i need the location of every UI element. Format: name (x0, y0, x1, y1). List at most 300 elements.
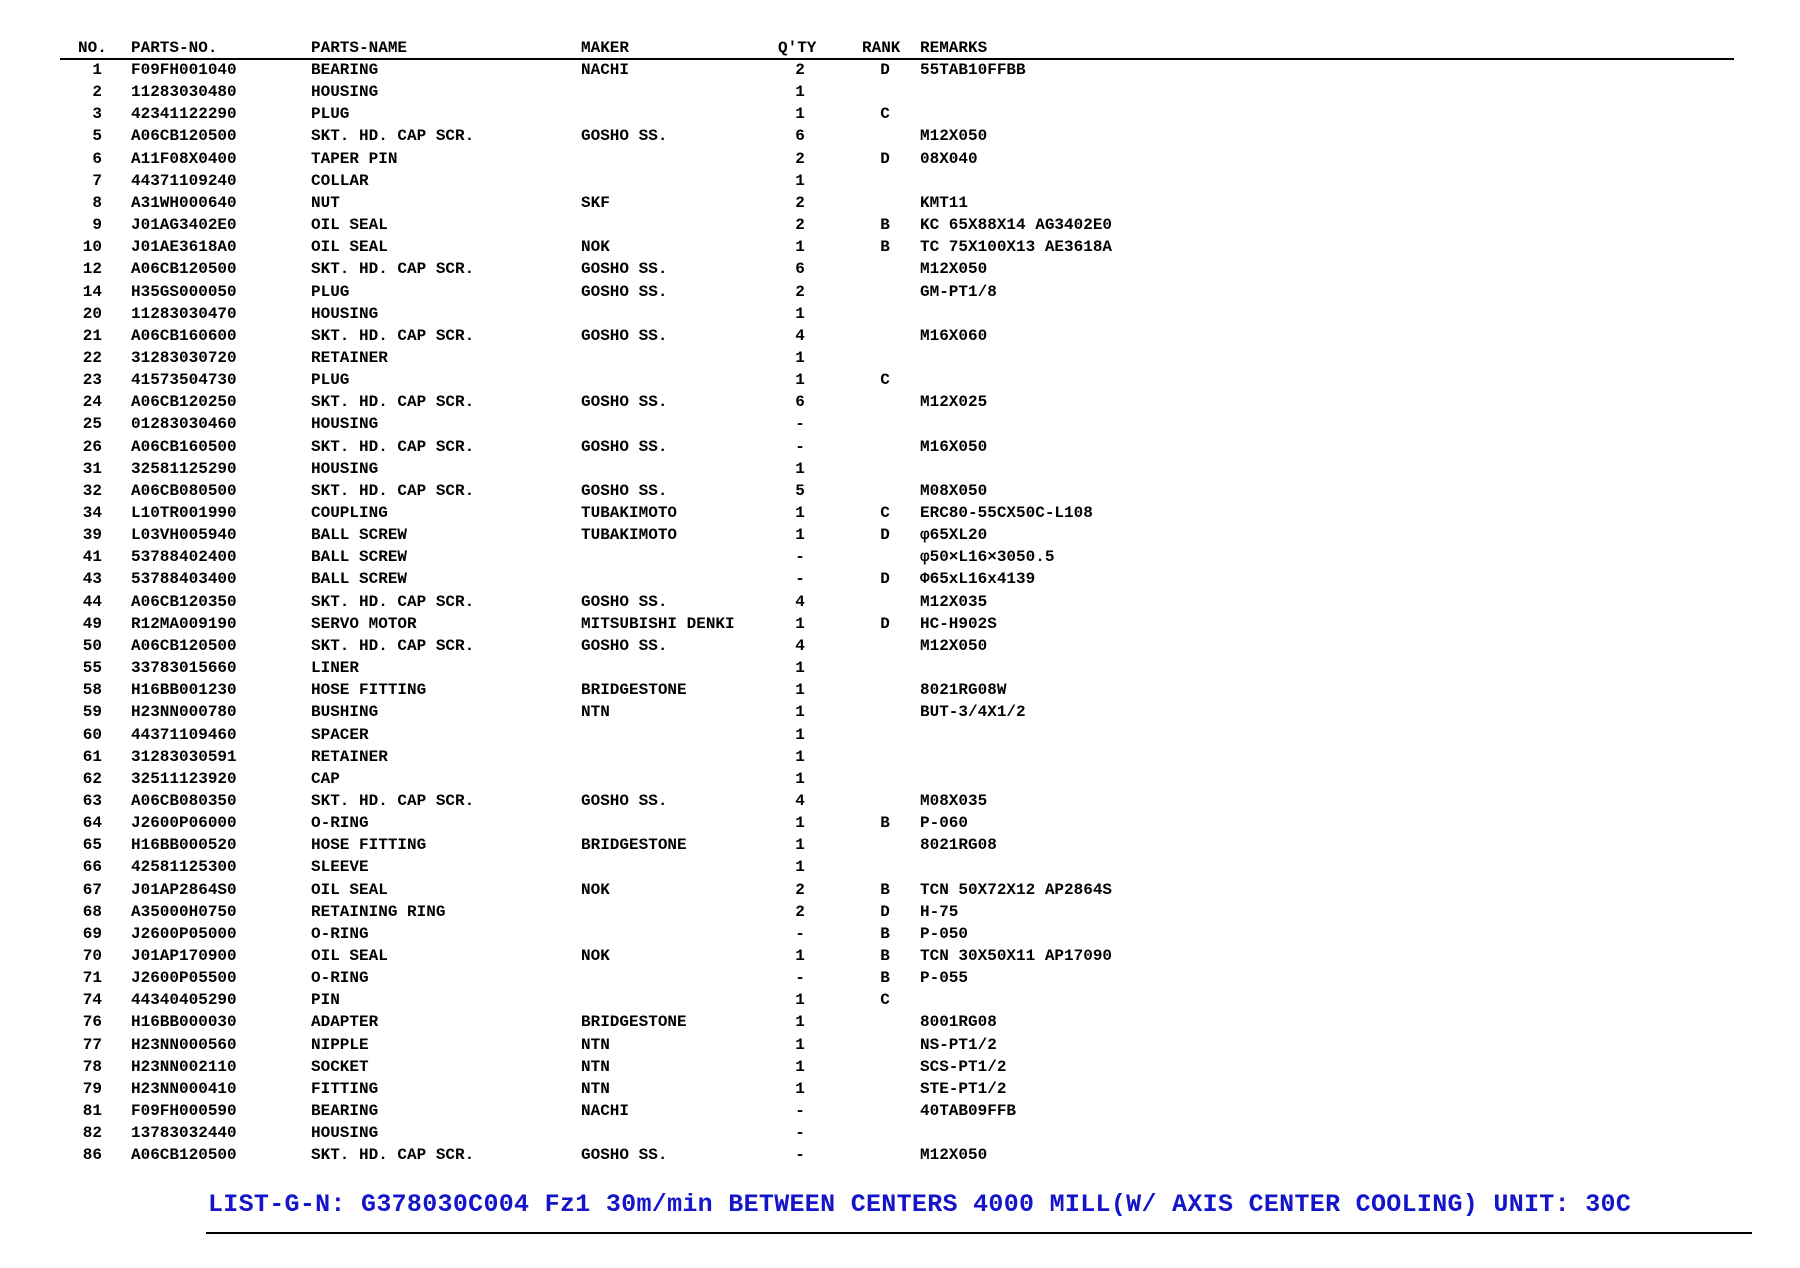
row-parts-name: BUSHING (311, 703, 379, 722)
row-remarks: NS-PT1/2 (920, 1035, 997, 1054)
row-remarks: BUT-3/4X1/2 (920, 703, 1026, 722)
row-no: 2 (92, 83, 102, 102)
row-qty: 2 (795, 902, 805, 921)
row-maker: BRIDGESTONE (581, 681, 687, 700)
row-no: 25 (82, 415, 102, 434)
table-row (0, 524, 1800, 546)
row-no: 61 (82, 747, 102, 766)
table-row (0, 546, 1800, 568)
row-maker: NTN (581, 1035, 610, 1054)
row-parts-name: OIL SEAL (311, 947, 388, 965)
row-parts-no: 44340405290 (131, 991, 237, 1010)
row-maker: GOSHO SS. (581, 592, 668, 611)
row-parts-no: J2600P06000 (131, 814, 237, 833)
table-row (0, 1011, 1800, 1033)
row-parts-name: ADAPTER (311, 1013, 379, 1032)
row-parts-no: H23NN002110 (131, 1057, 237, 1076)
row-rank: B (880, 238, 890, 257)
row-no: 14 (82, 282, 102, 301)
row-qty: 1 (795, 814, 805, 833)
row-remarks: φ65XL20 (920, 526, 988, 545)
row-maker: NACHI (581, 1102, 630, 1121)
table-row (0, 103, 1800, 125)
row-qty: 1 (795, 171, 805, 190)
row-remarks: M08X035 (920, 791, 988, 810)
table-row (0, 701, 1800, 723)
row-remarks: TC 75X100X13 AE3618A (920, 238, 1113, 257)
row-parts-name: TAPER PIN (311, 149, 398, 168)
row-remarks: H-75 (920, 902, 959, 921)
table-row (0, 480, 1800, 502)
table-row (0, 746, 1800, 768)
row-parts-name: BALL SCREW (311, 548, 408, 567)
row-qty: 2 (795, 149, 805, 168)
row-qty: 2 (795, 880, 805, 899)
row-qty: 1 (795, 614, 805, 633)
row-remarks: M12X050 (920, 127, 988, 146)
row-parts-name: PLUG (311, 371, 350, 390)
row-parts-no: J01AP170900 (131, 947, 237, 965)
row-parts-no: 33783015660 (131, 659, 237, 678)
row-parts-name: BALL SCREW (311, 526, 408, 545)
row-parts-no: A06CB120500 (131, 1146, 237, 1165)
row-qty: 5 (795, 481, 805, 500)
row-rank: D (880, 526, 890, 545)
row-rank: B (880, 947, 890, 965)
row-rank: B (880, 216, 890, 235)
row-remarks: HC-H902S (920, 614, 997, 633)
row-qty: 1 (795, 526, 805, 545)
row-parts-no: 53788402400 (131, 548, 237, 567)
header-maker: MAKER (581, 39, 630, 57)
row-parts-name: BEARING (311, 61, 379, 79)
header-no: NO. (78, 39, 107, 57)
row-remarks: M12X025 (920, 393, 988, 412)
row-qty: 1 (795, 459, 805, 478)
row-no: 71 (82, 969, 102, 988)
row-no: 68 (82, 902, 102, 921)
row-parts-name: COLLAR (311, 171, 369, 190)
row-parts-name: SKT. HD. CAP SCR. (311, 592, 475, 611)
row-parts-name: SKT. HD. CAP SCR. (311, 636, 475, 655)
row-maker: NTN (581, 1057, 610, 1076)
row-parts-no: 44371109460 (131, 725, 237, 744)
row-maker: GOSHO SS. (581, 393, 668, 412)
row-maker: GOSHO SS. (581, 481, 668, 500)
row-parts-name: O-RING (311, 814, 369, 833)
row-no: 58 (82, 681, 102, 700)
table-row (0, 790, 1800, 812)
row-maker: NACHI (581, 61, 630, 79)
table-row (0, 59, 1800, 81)
row-remarks: M08X050 (920, 481, 988, 500)
row-remarks: TCN 50X72X12 AP2864S (920, 880, 1113, 899)
row-qty: - (795, 969, 805, 988)
row-parts-name: HOUSING (311, 304, 379, 323)
list-title-footer: LIST-G-N: G378030C004 Fz1 30m/min BETWEEN CENTERS 4000 MILL(W/ AXIS CENTER COOLING) UNIT: 30C (208, 1190, 1632, 1219)
row-parts-no: 42341122290 (131, 105, 237, 124)
row-parts-no: 13783032440 (131, 1124, 237, 1143)
row-remarks: 8021RG08 (920, 836, 997, 855)
row-parts-no: A35000H0750 (131, 902, 237, 921)
row-parts-no: 01283030460 (131, 415, 237, 434)
row-qty: 1 (795, 947, 805, 965)
row-parts-no: A06CB120500 (131, 260, 237, 279)
row-parts-name: SERVO MOTOR (311, 614, 417, 633)
row-parts-no: A06CB120500 (131, 127, 237, 146)
row-parts-no: 11283030480 (131, 83, 237, 102)
row-remarks: 08X040 (920, 149, 978, 168)
row-no: 86 (82, 1146, 102, 1165)
row-remarks: KMT11 (920, 193, 969, 212)
table-row (0, 192, 1800, 214)
row-parts-no: H23NN000780 (131, 703, 237, 722)
row-parts-name: SOCKET (311, 1057, 369, 1076)
row-no: 34 (82, 504, 102, 522)
row-qty: 1 (795, 725, 805, 744)
row-maker: NOK (581, 947, 610, 965)
row-rank: B (880, 814, 890, 833)
row-remarks: φ50×L16×3050.5 (920, 548, 1055, 567)
row-no: 1 (92, 61, 102, 79)
row-no: 39 (82, 526, 102, 545)
row-qty: 1 (795, 83, 805, 102)
row-parts-no: H16BB000520 (131, 836, 237, 855)
row-parts-no: J2600P05500 (131, 969, 237, 988)
row-parts-no: J2600P05000 (131, 924, 237, 943)
row-parts-no: F09FH000590 (131, 1102, 237, 1121)
row-no: 64 (82, 814, 102, 833)
row-parts-no: A11F08X0400 (131, 149, 237, 168)
row-maker: SKF (581, 193, 610, 212)
row-remarks: 55TAB10FFBB (920, 61, 1026, 79)
table-row (0, 1078, 1800, 1100)
row-parts-no: A31WH000640 (131, 193, 237, 212)
footer-underline (206, 1232, 1752, 1234)
row-parts-no: 42581125300 (131, 858, 237, 877)
row-qty: 1 (795, 836, 805, 855)
row-parts-no: 11283030470 (131, 304, 237, 323)
row-parts-name: RETAINER (311, 348, 388, 367)
row-rank: B (880, 969, 890, 988)
row-parts-no: J01AE3618A0 (131, 238, 237, 257)
table-row (0, 989, 1800, 1011)
table-row (0, 834, 1800, 856)
row-parts-name: SKT. HD. CAP SCR. (311, 393, 475, 412)
row-qty: 2 (795, 282, 805, 301)
table-row (0, 1056, 1800, 1078)
row-no: 5 (92, 127, 102, 146)
row-qty: 2 (795, 193, 805, 212)
row-remarks: P-050 (920, 924, 969, 943)
row-parts-no: J01AG3402E0 (131, 216, 237, 235)
row-qty: 1 (795, 659, 805, 678)
table-row (0, 657, 1800, 679)
row-no: 74 (82, 991, 102, 1010)
table-row (0, 679, 1800, 701)
row-no: 32 (82, 481, 102, 500)
row-qty: 1 (795, 504, 805, 522)
row-qty: 1 (795, 371, 805, 390)
row-parts-no: 32511123920 (131, 769, 237, 788)
row-maker: BRIDGESTONE (581, 836, 687, 855)
row-rank: C (880, 371, 890, 390)
row-remarks: GM-PT1/8 (920, 282, 997, 301)
table-row (0, 568, 1800, 590)
row-parts-name: SLEEVE (311, 858, 369, 877)
row-no: 44 (82, 592, 102, 611)
table-row (0, 214, 1800, 236)
row-no: 76 (82, 1013, 102, 1032)
row-remarks: M16X050 (920, 437, 988, 456)
row-no: 79 (82, 1079, 102, 1098)
row-no: 7 (92, 171, 102, 190)
row-maker: BRIDGESTONE (581, 1013, 687, 1032)
row-no: 22 (82, 348, 102, 367)
row-maker: GOSHO SS. (581, 260, 668, 279)
row-parts-name: FITTING (311, 1079, 379, 1098)
row-parts-name: HOUSING (311, 459, 379, 478)
table-row (0, 635, 1800, 657)
row-parts-name: BEARING (311, 1102, 379, 1121)
row-no: 43 (82, 570, 102, 589)
row-parts-no: L10TR001990 (131, 504, 237, 522)
row-qty: 1 (795, 769, 805, 788)
table-row (0, 591, 1800, 613)
row-parts-name: SPACER (311, 725, 369, 744)
row-qty: - (795, 548, 805, 567)
row-remarks: 40TAB09FFB (920, 1102, 1017, 1121)
row-qty: 4 (795, 592, 805, 611)
row-parts-name: SKT. HD. CAP SCR. (311, 1146, 475, 1165)
row-parts-name: HOSE FITTING (311, 836, 427, 855)
row-qty: - (795, 415, 805, 434)
row-qty: 1 (795, 1079, 805, 1098)
row-remarks: Φ65xL16x4139 (920, 570, 1036, 589)
table-row (0, 281, 1800, 303)
table-row (0, 768, 1800, 790)
table-row (0, 1144, 1800, 1166)
row-no: 77 (82, 1035, 102, 1054)
row-qty: 1 (795, 1035, 805, 1054)
row-rank: D (880, 902, 890, 921)
row-remarks: 8001RG08 (920, 1013, 997, 1032)
row-qty: 1 (795, 105, 805, 124)
row-qty: 1 (795, 304, 805, 323)
row-qty: - (795, 924, 805, 943)
table-row (0, 413, 1800, 435)
header-remarks: REMARKS (920, 39, 988, 57)
row-parts-no: 31283030591 (131, 747, 237, 766)
table-row (0, 170, 1800, 192)
table-row (0, 369, 1800, 391)
row-no: 65 (82, 836, 102, 855)
row-maker: GOSHO SS. (581, 1146, 668, 1165)
row-parts-no: R12MA009190 (131, 614, 237, 633)
row-parts-name: BALL SCREW (311, 570, 408, 589)
row-qty: 6 (795, 127, 805, 146)
row-no: 78 (82, 1057, 102, 1076)
row-no: 59 (82, 703, 102, 722)
table-row (0, 347, 1800, 369)
row-no: 3 (92, 105, 102, 124)
row-remarks: M16X060 (920, 326, 988, 345)
table-row (0, 148, 1800, 170)
row-parts-name: CAP (311, 769, 340, 788)
row-maker: GOSHO SS. (581, 791, 668, 810)
table-row (0, 923, 1800, 945)
row-remarks: P-055 (920, 969, 969, 988)
table-header (0, 37, 1800, 59)
row-maker: TUBAKIMOTO (581, 526, 678, 545)
row-no: 82 (82, 1124, 102, 1143)
row-parts-name: SKT. HD. CAP SCR. (311, 127, 475, 146)
row-no: 23 (82, 371, 102, 390)
row-parts-name: LINER (311, 659, 360, 678)
row-no: 70 (82, 947, 102, 965)
row-parts-no: H23NN000410 (131, 1079, 237, 1098)
table-row (0, 125, 1800, 147)
row-qty: - (795, 1124, 805, 1143)
row-remarks: SCS-PT1/2 (920, 1057, 1007, 1076)
table-row (0, 856, 1800, 878)
row-maker: NOK (581, 880, 610, 899)
row-maker: GOSHO SS. (581, 636, 668, 655)
row-remarks: M12X050 (920, 260, 988, 279)
row-parts-name: PIN (311, 991, 340, 1010)
row-parts-name: HOUSING (311, 83, 379, 102)
row-parts-name: NIPPLE (311, 1035, 369, 1054)
row-parts-no: 41573504730 (131, 371, 237, 390)
row-parts-no: 53788403400 (131, 570, 237, 589)
table-row (0, 812, 1800, 834)
row-parts-name: O-RING (311, 924, 369, 943)
row-qty: 2 (795, 216, 805, 235)
table-row (0, 81, 1800, 103)
row-rank: C (880, 504, 890, 522)
row-no: 10 (82, 238, 102, 257)
row-rank: C (880, 105, 890, 124)
row-parts-no: 44371109240 (131, 171, 237, 190)
header-parts-no: PARTS-NO. (131, 39, 218, 57)
row-no: 69 (82, 924, 102, 943)
row-parts-name: COUPLING (311, 504, 388, 522)
row-qty: 4 (795, 326, 805, 345)
row-qty: 1 (795, 238, 805, 257)
table-row (0, 1100, 1800, 1122)
row-remarks: M12X035 (920, 592, 988, 611)
row-maker: GOSHO SS. (581, 282, 668, 301)
row-parts-no: H35GS000050 (131, 282, 237, 301)
row-no: 66 (82, 858, 102, 877)
row-parts-name: OIL SEAL (311, 238, 388, 257)
row-parts-name: SKT. HD. CAP SCR. (311, 437, 475, 456)
row-parts-name: O-RING (311, 969, 369, 988)
table-row (0, 945, 1800, 967)
row-maker: GOSHO SS. (581, 127, 668, 146)
row-remarks: STE-PT1/2 (920, 1079, 1007, 1098)
row-qty: 4 (795, 636, 805, 655)
row-no: 6 (92, 149, 102, 168)
table-row (0, 458, 1800, 480)
row-remarks: ERC80-55CX50C-L108 (920, 504, 1093, 522)
row-rank: D (880, 149, 890, 168)
row-parts-no: A06CB160500 (131, 437, 237, 456)
row-parts-no: L03VH005940 (131, 526, 237, 545)
table-row (0, 613, 1800, 635)
row-no: 50 (82, 636, 102, 655)
table-row (0, 502, 1800, 524)
row-no: 9 (92, 216, 102, 235)
row-remarks: 8021RG08W (920, 681, 1007, 700)
row-rank: D (880, 61, 890, 79)
row-maker: GOSHO SS. (581, 326, 668, 345)
table-row (0, 967, 1800, 989)
table-row (0, 325, 1800, 347)
row-no: 12 (82, 260, 102, 279)
row-parts-name: HOUSING (311, 415, 379, 434)
row-qty: - (795, 570, 805, 589)
row-parts-name: NUT (311, 193, 340, 212)
row-qty: - (795, 1146, 805, 1165)
row-no: 20 (82, 304, 102, 323)
row-parts-no: A06CB120350 (131, 592, 237, 611)
table-row (0, 436, 1800, 458)
row-no: 31 (82, 459, 102, 478)
row-parts-no: A06CB160600 (131, 326, 237, 345)
row-parts-name: SKT. HD. CAP SCR. (311, 326, 475, 345)
row-remarks: KC 65X88X14 AG3402E0 (920, 216, 1113, 235)
row-qty: 2 (795, 61, 805, 79)
row-maker: TUBAKIMOTO (581, 504, 678, 522)
row-qty: 1 (795, 348, 805, 367)
row-remarks: TCN 30X50X11 AP17090 (920, 947, 1113, 965)
row-no: 63 (82, 791, 102, 810)
row-parts-no: A06CB120250 (131, 393, 237, 412)
table-row (0, 258, 1800, 280)
row-no: 62 (82, 769, 102, 788)
row-parts-name: SKT. HD. CAP SCR. (311, 260, 475, 279)
row-rank: B (880, 880, 890, 899)
row-rank: D (880, 570, 890, 589)
row-rank: B (880, 924, 890, 943)
row-no: 26 (82, 437, 102, 456)
row-qty: 4 (795, 791, 805, 810)
row-qty: 1 (795, 1057, 805, 1076)
header-rank: RANK (862, 39, 901, 57)
row-no: 49 (82, 614, 102, 633)
header-qty: Q'TY (778, 39, 817, 57)
table-row (0, 303, 1800, 325)
row-no: 81 (82, 1102, 102, 1121)
row-no: 41 (82, 548, 102, 567)
table-row (0, 901, 1800, 923)
table-row (0, 1122, 1800, 1144)
row-maker: MITSUBISHI DENKI (581, 614, 735, 633)
row-parts-no: 31283030720 (131, 348, 237, 367)
row-maker: NOK (581, 238, 610, 257)
row-no: 60 (82, 725, 102, 744)
row-parts-no: J01AP2864S0 (131, 880, 237, 899)
row-qty: 1 (795, 991, 805, 1010)
row-parts-name: SKT. HD. CAP SCR. (311, 481, 475, 500)
table-row (0, 879, 1800, 901)
row-qty: - (795, 437, 805, 456)
row-maker: NTN (581, 1079, 610, 1098)
row-parts-no: H16BB000030 (131, 1013, 237, 1032)
row-qty: 1 (795, 681, 805, 700)
row-parts-name: HOSE FITTING (311, 681, 427, 700)
